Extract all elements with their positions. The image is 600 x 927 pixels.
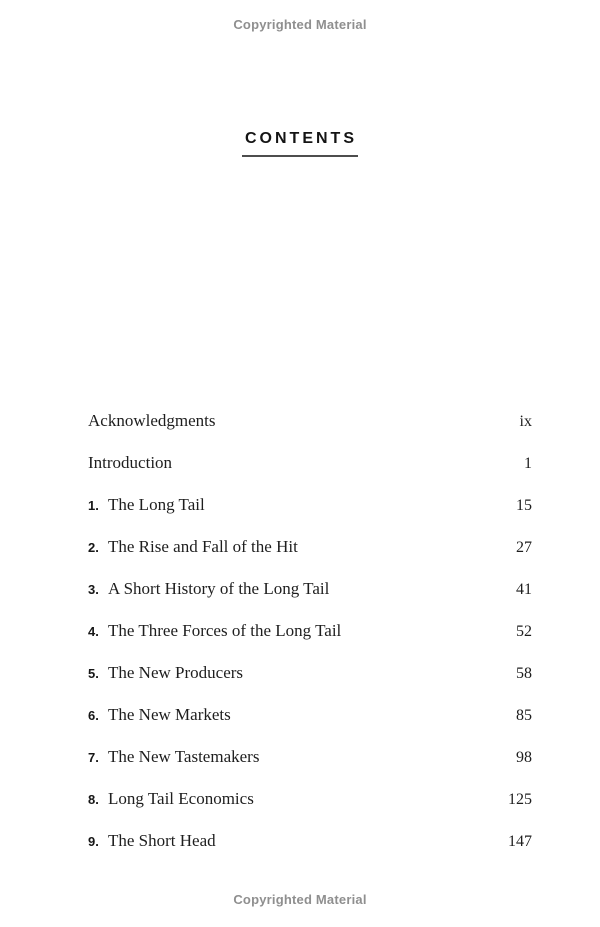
- toc-entry: [88, 484, 532, 526]
- toc-entry: [88, 820, 532, 862]
- toc-entry-page: 58: [516, 665, 532, 682]
- toc-entry-number: 3.: [88, 582, 99, 597]
- toc-entry: [88, 400, 532, 442]
- toc-entry-number: 4.: [88, 624, 99, 639]
- toc-entry: [88, 652, 532, 694]
- toc-entry-number: 1.: [88, 498, 99, 513]
- toc-entry-label: A Short History of the Long Tail: [108, 579, 330, 598]
- toc-entry-page: 41: [516, 581, 532, 598]
- toc-entry: [88, 736, 532, 778]
- toc-entry-number: 9.: [88, 834, 99, 849]
- toc-entry-label: The Three Forces of the Long Tail: [108, 621, 342, 640]
- toc-entry: [88, 526, 532, 568]
- toc-entry-page: 52: [516, 623, 532, 640]
- toc-entry-page: 27: [516, 539, 532, 556]
- toc-entry-page: 1: [524, 455, 532, 472]
- toc-entry: [88, 442, 532, 484]
- contents-heading-wrap: [0, 130, 600, 157]
- toc-entry-label: The Short Head: [108, 831, 216, 850]
- toc-entry-page: 98: [516, 749, 532, 766]
- toc-list: [88, 400, 532, 862]
- toc-entry-page: 125: [508, 791, 532, 808]
- toc-entry-label: Long Tail Economics: [108, 789, 254, 808]
- toc-entry-number: 8.: [88, 792, 99, 807]
- toc-entry-number: 5.: [88, 666, 99, 681]
- contents-title: CONTENTS: [242, 130, 358, 157]
- toc-entry: [88, 610, 532, 652]
- toc-entry-page: 15: [516, 497, 532, 514]
- toc-entry-page: 85: [516, 707, 532, 724]
- toc-entry-label: The Rise and Fall of the Hit: [108, 537, 298, 556]
- toc-entry-page: 147: [508, 833, 532, 850]
- toc-entry-number: 6.: [88, 708, 99, 723]
- toc-entry-number: 2.: [88, 540, 99, 555]
- toc-entry-label: The New Tastemakers: [108, 747, 260, 766]
- toc-entry-page: ix: [519, 413, 532, 430]
- toc-entry-label: Acknowledgments: [88, 411, 216, 430]
- toc-entry: [88, 694, 532, 736]
- toc-entry: [88, 568, 532, 610]
- toc-entry-number: 7.: [88, 750, 99, 765]
- toc-entry: [88, 778, 532, 820]
- toc-entry-label: Introduction: [88, 453, 173, 472]
- toc-entry-label: The New Producers: [108, 663, 244, 682]
- toc-entry-label: The Long Tail: [108, 495, 205, 514]
- copyright-watermark-bottom: Copyrighted Material: [233, 892, 367, 907]
- toc-entry-label: The New Markets: [108, 705, 231, 724]
- copyright-watermark-top: Copyrighted Material: [233, 17, 367, 32]
